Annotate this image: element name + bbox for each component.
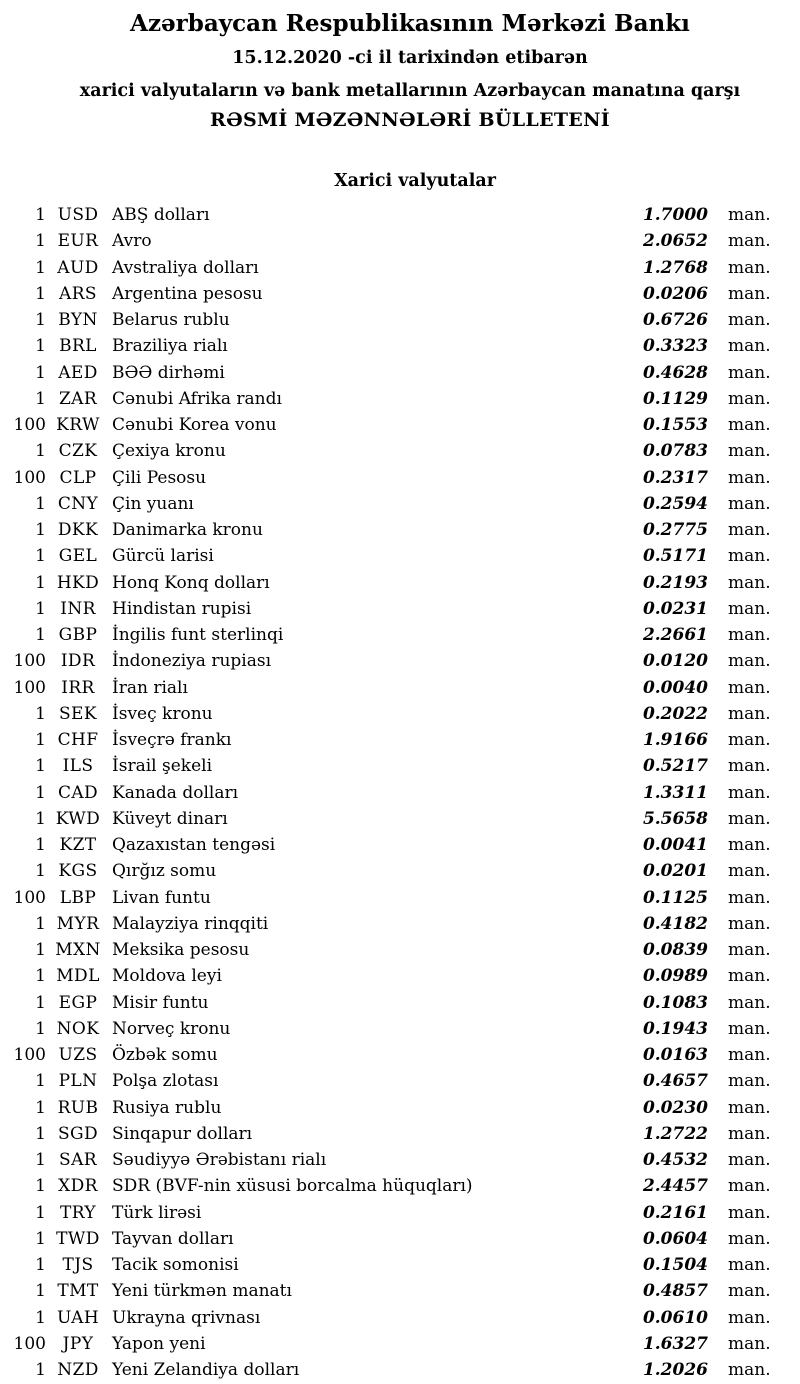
unit-label: man.: [728, 336, 771, 357]
currency-code: PLN: [58, 1071, 98, 1092]
currency-quantity: 1: [35, 913, 46, 934]
currency-name: Avro: [112, 231, 152, 252]
currency-quantity: 1: [35, 1176, 46, 1197]
rate-value: 0.0040: [642, 677, 708, 698]
table-row: [0, 1121, 786, 1147]
currency-name: Tacik somonisi: [112, 1255, 239, 1275]
rate-value: 0.1504: [642, 1255, 708, 1275]
currency-code: CLP: [59, 467, 97, 488]
rate-value: 0.0604: [642, 1228, 708, 1249]
currency-code: ARS: [59, 283, 97, 304]
currency-code: UZS: [58, 1045, 98, 1065]
currency-quantity: 100: [13, 677, 46, 698]
unit-label: man.: [728, 415, 771, 435]
table-row: [0, 281, 786, 307]
unit-label: man.: [728, 861, 771, 882]
currency-code: NOK: [56, 1018, 100, 1039]
table-row: [0, 517, 786, 543]
currency-code: BRL: [59, 336, 97, 357]
table-row: [0, 1252, 786, 1278]
currency-code: HKD: [56, 572, 100, 593]
rate-value: 2.2661: [642, 625, 708, 645]
table-row: [0, 990, 786, 1016]
table-row: [0, 307, 786, 333]
currency-name: Çexiya kronu: [112, 441, 226, 462]
unit-label: man.: [728, 598, 771, 619]
currency-name: Honq Konq dolları: [112, 572, 270, 593]
currency-quantity: 100: [13, 1333, 46, 1354]
currency-name: Qırğız somu: [112, 861, 217, 882]
rate-value: 1.6327: [642, 1333, 708, 1354]
currency-name: Ukrayna qrivnası: [112, 1307, 261, 1328]
unit-label: man.: [728, 1360, 771, 1380]
currency-code: SAR: [59, 1150, 97, 1170]
currency-code: NZD: [57, 1360, 99, 1380]
table-row: [0, 596, 786, 622]
currency-quantity: 1: [35, 1123, 46, 1144]
rate-value: 1.9166: [642, 730, 708, 750]
rate-value: 0.0120: [642, 651, 708, 672]
unit-label: man.: [728, 966, 771, 987]
unit-label: man.: [728, 310, 771, 330]
currency-code: MDL: [56, 966, 100, 987]
currency-quantity: 1: [35, 1150, 46, 1170]
currency-name: Malayziya rinqqiti: [112, 913, 269, 934]
table-row: [0, 701, 786, 727]
currency-code: ZAR: [58, 388, 98, 409]
table-row: [0, 1278, 786, 1304]
currency-name: Rusiya rublu: [112, 1097, 222, 1118]
currency-name: İndoneziya rupiası: [112, 651, 272, 672]
rate-value: 0.4532: [642, 1150, 708, 1170]
rate-value: 2.4457: [642, 1176, 708, 1197]
unit-label: man.: [728, 1123, 771, 1144]
currency-code: UAH: [56, 1307, 100, 1328]
rate-value: 0.0206: [642, 283, 708, 304]
currency-quantity: 1: [35, 1281, 46, 1302]
currency-name: Yeni Zelandiya dolları: [112, 1360, 300, 1380]
currency-quantity: 1: [35, 205, 46, 225]
rate-value: 0.4657: [642, 1071, 708, 1092]
currency-name: Meksika pesosu: [112, 940, 250, 960]
table-row: [0, 1305, 786, 1331]
unit-label: man.: [728, 651, 771, 672]
table-row: [0, 858, 786, 884]
rate-value: 5.5658: [642, 808, 708, 829]
table-row: [0, 255, 786, 281]
rate-value: 0.1125: [642, 887, 708, 908]
currency-quantity: 1: [35, 493, 46, 514]
currency-code: GBP: [58, 625, 98, 645]
currency-name: SDR (BVF-nin xüsusi borcalma hüquqları): [112, 1176, 473, 1197]
currency-quantity: 1: [35, 310, 46, 330]
table-row: [0, 806, 786, 832]
currency-code: KZT: [59, 835, 97, 855]
rate-value: 0.0231: [642, 598, 708, 619]
rate-value: 1.2768: [642, 257, 708, 278]
currency-code: DKK: [57, 520, 99, 540]
rate-value: 0.5171: [642, 546, 708, 567]
table-row: [0, 832, 786, 858]
currency-code: SEK: [59, 703, 97, 724]
rate-value: 1.7000: [642, 205, 708, 225]
currency-code: CNY: [57, 493, 99, 514]
unit-label: man.: [728, 441, 771, 462]
rate-value: 0.0201: [642, 861, 708, 882]
table-row: [0, 1226, 786, 1252]
table-row: [0, 543, 786, 569]
currency-name: İran rialı: [112, 677, 188, 698]
unit-label: man.: [728, 625, 771, 645]
rate-value: 2.0652: [642, 231, 708, 252]
table-row: [0, 963, 786, 989]
currency-code: EGP: [58, 992, 98, 1013]
unit-label: man.: [728, 835, 771, 855]
currency-code: IRR: [61, 677, 95, 698]
table-row: [0, 1357, 786, 1383]
unit-label: man.: [728, 1176, 771, 1197]
unit-label: man.: [728, 677, 771, 698]
table-row: [0, 937, 786, 963]
currency-name: Yeni türkmən manatı: [112, 1281, 292, 1302]
unit-label: man.: [728, 1071, 771, 1092]
bulletin-title: RƏSMİ MƏZƏNNƏLƏRİ BÜLLETENİ: [210, 109, 610, 131]
unit-label: man.: [728, 1281, 771, 1302]
currency-name: Cənubi Korea vonu: [112, 415, 277, 435]
currency-code: IDR: [60, 651, 96, 672]
rate-value: 1.2722: [642, 1123, 708, 1144]
table-row: [0, 753, 786, 779]
currency-quantity: 1: [35, 1018, 46, 1039]
rate-value: 1.3311: [642, 782, 708, 803]
currency-name: Səudiyyə Ərəbistanı rialı: [112, 1150, 327, 1170]
table-row: [0, 228, 786, 254]
table-row: [0, 438, 786, 464]
currency-name: Yapon yeni: [112, 1333, 206, 1354]
currency-name: Avstraliya dolları: [112, 257, 259, 278]
table-row: [0, 911, 786, 937]
rate-value: 0.2161: [642, 1202, 708, 1223]
currency-quantity: 1: [35, 625, 46, 645]
section-title-foreign-currencies: Xarici valyutalar: [334, 171, 496, 191]
currency-name: Kanada dolları: [112, 782, 239, 803]
table-row: [0, 1095, 786, 1121]
currency-quantity: 100: [13, 1045, 46, 1065]
currency-quantity: 1: [35, 966, 46, 987]
unit-label: man.: [728, 493, 771, 514]
unit-label: man.: [728, 1333, 771, 1354]
rate-value: 0.0783: [642, 441, 708, 462]
currency-code: TRY: [59, 1202, 97, 1223]
currency-name: Sinqapur dolları: [112, 1123, 253, 1144]
unit-label: man.: [728, 940, 771, 960]
unit-label: man.: [728, 756, 771, 777]
currency-quantity: 1: [35, 1307, 46, 1328]
currency-quantity: 100: [13, 887, 46, 908]
unit-label: man.: [728, 1150, 771, 1170]
table-row: [0, 885, 786, 911]
currency-quantity: 1: [35, 992, 46, 1013]
table-row: [0, 1173, 786, 1199]
currency-code: SGD: [57, 1123, 99, 1144]
currency-quantity: 100: [13, 467, 46, 488]
currency-name: Polşa zlotası: [112, 1071, 219, 1092]
currency-quantity: 1: [35, 546, 46, 567]
rate-value: 0.1083: [642, 992, 708, 1013]
currency-name: İsveç kronu: [112, 703, 213, 724]
unit-label: man.: [728, 992, 771, 1013]
table-row: [0, 1200, 786, 1226]
currency-name: Cənubi Afrika randı: [112, 388, 282, 409]
unit-label: man.: [728, 467, 771, 488]
currency-name: İsveçrə frankı: [112, 730, 232, 750]
currency-name: İngilis funt sterlinqi: [112, 625, 284, 645]
unit-label: man.: [728, 257, 771, 278]
currency-code: AUD: [57, 257, 99, 278]
unit-label: man.: [728, 231, 771, 252]
rate-value: 0.2193: [642, 572, 708, 593]
rate-value: 0.2022: [642, 703, 708, 724]
unit-label: man.: [728, 782, 771, 803]
rate-value: 0.1943: [642, 1018, 708, 1039]
currency-code: CZK: [58, 441, 98, 462]
rate-value: 1.2026: [642, 1360, 708, 1380]
table-row: [0, 202, 786, 228]
currency-name: BƏƏ dirhəmi: [112, 362, 225, 383]
currency-name: ABŞ dolları: [112, 205, 210, 225]
rate-value: 0.2775: [642, 520, 708, 540]
rate-value: 0.5217: [642, 756, 708, 777]
currency-quantity: 1: [35, 782, 46, 803]
currency-name: Belarus rublu: [112, 310, 230, 330]
unit-label: man.: [728, 1045, 771, 1065]
currency-quantity: 1: [35, 730, 46, 750]
currency-code: CAD: [57, 782, 99, 803]
currency-name: Çin yuanı: [112, 493, 194, 514]
table-row: [0, 1042, 786, 1068]
currency-quantity: 1: [35, 1202, 46, 1223]
table-row: [0, 1016, 786, 1042]
currency-code: XDR: [58, 1176, 98, 1197]
rate-value: 0.3323: [642, 336, 708, 357]
currency-name: Livan funtu: [112, 887, 211, 908]
rate-value: 0.4857: [642, 1281, 708, 1302]
currency-code: LBP: [59, 887, 97, 908]
currency-code: TMT: [57, 1281, 99, 1302]
currency-quantity: 1: [35, 572, 46, 593]
currency-name: Türk lirəsi: [112, 1202, 202, 1223]
currency-name: İsrail şekeli: [112, 756, 212, 777]
currency-quantity: 100: [13, 415, 46, 435]
rate-value: 0.0839: [642, 940, 708, 960]
rate-value: 0.1129: [642, 388, 708, 409]
currency-name: Qazaxıstan tengəsi: [112, 835, 276, 855]
currency-code: KWD: [55, 808, 101, 829]
table-row: [0, 412, 786, 438]
currency-quantity: 1: [35, 808, 46, 829]
rate-value: 0.2594: [642, 493, 708, 514]
unit-label: man.: [728, 1228, 771, 1249]
currency-quantity: 1: [35, 388, 46, 409]
unit-label: man.: [728, 520, 771, 540]
table-row: [0, 1068, 786, 1094]
unit-label: man.: [728, 388, 771, 409]
currency-quantity: 1: [35, 1360, 46, 1380]
table-row: [0, 648, 786, 674]
table-row: [0, 780, 786, 806]
rate-value: 0.0230: [642, 1097, 708, 1118]
currency-code: GEL: [58, 546, 98, 567]
table-row: [0, 675, 786, 701]
currency-quantity: 100: [13, 651, 46, 672]
currency-code: EUR: [57, 231, 99, 252]
currency-name: Özbək somu: [112, 1045, 218, 1065]
currency-code: AED: [58, 362, 98, 383]
currency-quantity: 1: [35, 835, 46, 855]
currency-quantity: 1: [35, 283, 46, 304]
currency-quantity: 1: [35, 861, 46, 882]
currency-quantity: 1: [35, 441, 46, 462]
currency-code: CHF: [57, 730, 99, 750]
rate-value: 0.2317: [642, 467, 708, 488]
currency-name: Misir funtu: [112, 992, 209, 1013]
table-row: [0, 1331, 786, 1357]
unit-label: man.: [728, 546, 771, 567]
currency-quantity: 1: [35, 1071, 46, 1092]
table-row: [0, 333, 786, 359]
currency-code: TJS: [62, 1255, 94, 1275]
table-row: [0, 465, 786, 491]
table-row: [0, 622, 786, 648]
exchange-rates-table: [0, 202, 786, 1383]
unit-label: man.: [728, 283, 771, 304]
currency-code: KGS: [58, 861, 98, 882]
currency-code: USD: [57, 205, 99, 225]
table-row: [0, 727, 786, 753]
unit-label: man.: [728, 730, 771, 750]
rate-value: 0.0163: [642, 1045, 708, 1065]
rate-value: 0.4628: [642, 362, 708, 383]
currency-code: KRW: [56, 415, 100, 435]
table-row: [0, 1147, 786, 1173]
unit-label: man.: [728, 703, 771, 724]
unit-label: man.: [728, 1018, 771, 1039]
rate-value: 0.0989: [642, 966, 708, 987]
currency-quantity: 1: [35, 1097, 46, 1118]
currency-name: Norveç kronu: [112, 1018, 231, 1039]
unit-label: man.: [728, 1202, 771, 1223]
currency-name: Argentina pesosu: [112, 283, 263, 304]
unit-label: man.: [728, 808, 771, 829]
currency-quantity: 1: [35, 336, 46, 357]
currency-code: INR: [60, 598, 96, 619]
table-row: [0, 491, 786, 517]
currency-code: MYR: [56, 913, 100, 934]
currency-quantity: 1: [35, 598, 46, 619]
rate-value: 0.0610: [642, 1307, 708, 1328]
currency-code: JPY: [62, 1333, 94, 1354]
currency-code: MXN: [55, 940, 101, 960]
unit-label: man.: [728, 205, 771, 225]
currency-code: BYN: [58, 310, 98, 330]
currency-name: Tayvan dolları: [112, 1228, 234, 1249]
currency-name: Danimarka kronu: [112, 520, 263, 540]
rate-value: 0.0041: [642, 835, 708, 855]
currency-name: Hindistan rupisi: [112, 598, 252, 619]
currency-code: RUB: [57, 1097, 99, 1118]
currency-quantity: 1: [35, 362, 46, 383]
unit-label: man.: [728, 362, 771, 383]
currency-name: Gürcü larisi: [112, 546, 214, 567]
rate-value: 0.4182: [642, 913, 708, 934]
currency-name: Küveyt dinarı: [112, 808, 228, 829]
effective-date-line: 15.12.2020 -ci il tarixindən etibarən: [232, 48, 588, 68]
currency-code: TWD: [56, 1228, 100, 1249]
unit-label: man.: [728, 887, 771, 908]
table-row: [0, 386, 786, 412]
unit-label: man.: [728, 913, 771, 934]
currency-quantity: 1: [35, 1255, 46, 1275]
rate-value: 0.6726: [642, 310, 708, 330]
currency-quantity: 1: [35, 703, 46, 724]
unit-label: man.: [728, 1255, 771, 1275]
table-row: [0, 570, 786, 596]
bank-title: Azərbaycan Respublikasının Mərkəzi Bankı: [130, 10, 690, 37]
unit-label: man.: [728, 572, 771, 593]
unit-label: man.: [728, 1097, 771, 1118]
currency-quantity: 1: [35, 520, 46, 540]
document-subtitle: xarici valyutaların və bank metallarının Azərbaycan manatına qarşı: [79, 81, 741, 101]
currency-name: Çili Pesosu: [112, 467, 207, 488]
table-row: [0, 360, 786, 386]
currency-quantity: 1: [35, 257, 46, 278]
currency-quantity: 1: [35, 940, 46, 960]
currency-code: ILS: [62, 756, 94, 777]
currency-name: Moldova leyi: [112, 966, 222, 987]
currency-quantity: 1: [35, 756, 46, 777]
currency-name: Braziliya rialı: [112, 336, 228, 357]
rate-value: 0.1553: [642, 415, 708, 435]
currency-quantity: 1: [35, 231, 46, 252]
currency-quantity: 1: [35, 1228, 46, 1249]
document-header: [20, 0, 800, 132]
unit-label: man.: [728, 1307, 771, 1328]
